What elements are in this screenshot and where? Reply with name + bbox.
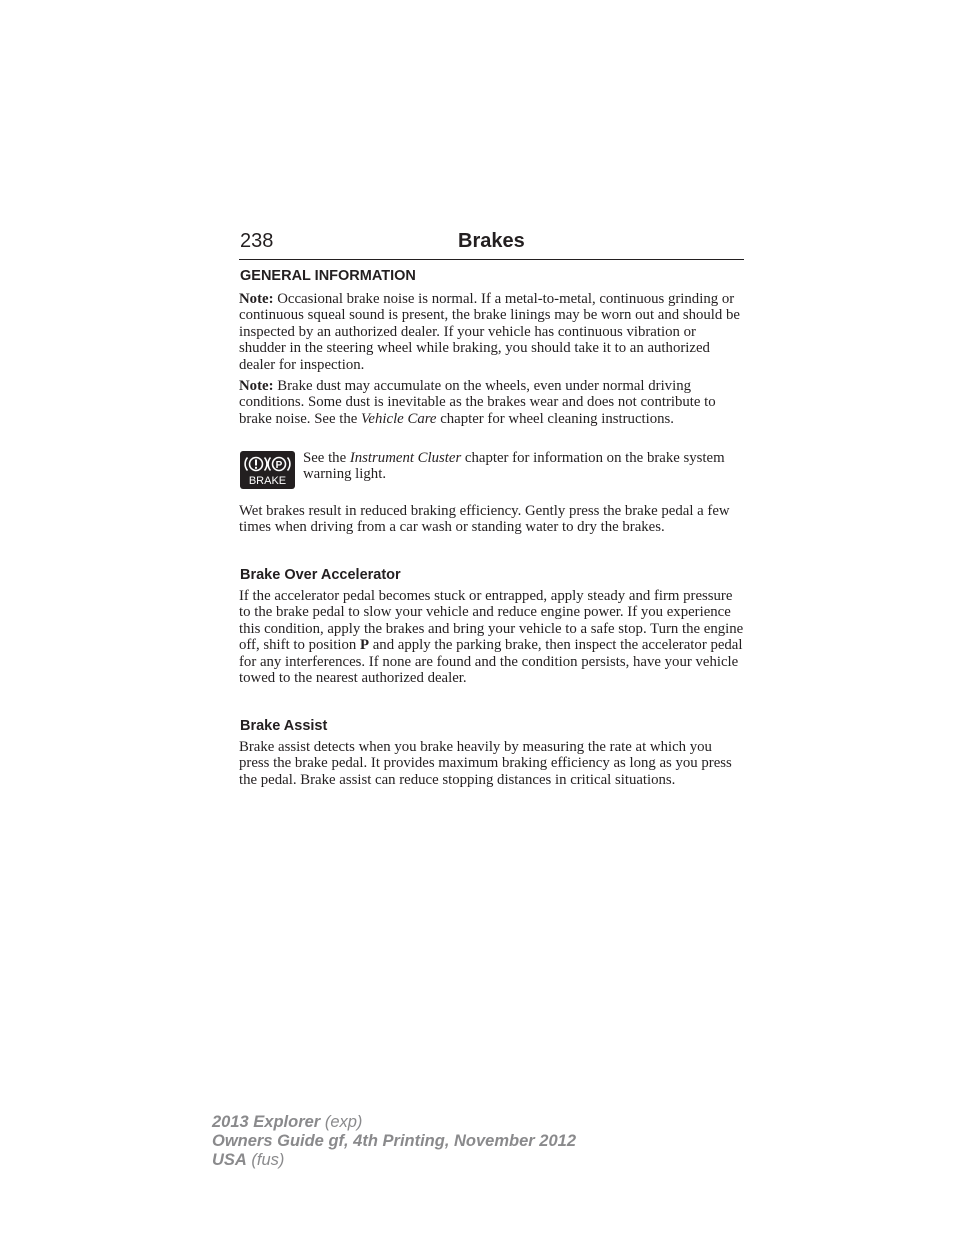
footer-line-3 [212,1151,576,1170]
chapter-title: Brakes [458,230,525,252]
chapter-reference: Instrument Cluster [349,450,462,466]
page-header [239,229,744,260]
brake-warning-icon [240,451,295,489]
section-title: GENERAL INFORMATION [240,268,416,284]
page-number: 238 [240,230,274,252]
footer-printing: Owners Guide gf, 4th Printing, November 2012 [212,1132,576,1150]
footer-line-1 [212,1113,576,1132]
warning-light-paragraph [303,450,745,483]
svg-text:P: P [275,460,283,471]
note-text: Brake dust may accumulate on the wheels, even under normal driving conditions. Some dust is inevitable as the brakes wear and does not contribute to brake noise. See the [239,378,716,427]
footer-model: 2013 Explorer [212,1113,321,1131]
paragraph-text: chapter for information on the brake system warning light. [303,450,725,483]
gear-position: P [359,637,370,654]
note-text: chapter for wheel cleaning instructions. [436,410,674,427]
chapter-reference: Vehicle Care [361,410,437,427]
note-text: Occasional brake noise is normal. If a metal-to-metal, continuous grinding or continuous squeal sound is present, the brake linings may be worn out and should be inspected by an authorized dealer. If your vehicle has continuous vibration or shudder in the steering wheel while braking, you should take it to an authorized dealer for inspection. [239,291,740,373]
brake-icon-label: BRAKE [248,475,287,487]
paragraph-text: If the accelerator pedal becomes stuck or entrapped, apply steady and firm pressure to the brake pedal to slow your vehicle and reduce engine power. If you experience this condition, apply the brakes and bring your vehicle to a safe stop. Turn the engine off, shift to position [239,588,744,654]
page-footer [212,1113,576,1170]
wet-brakes-paragraph: Wet brakes result in reduced braking efficiency. Gently press the brake pedal a few times when driving from a car wash or standing water to dry the brakes. [239,503,730,536]
footer-market: USA [212,1151,247,1169]
footer-code: (fus) [246,1151,285,1169]
footer-code: (exp) [320,1113,363,1131]
note-label: Note: [239,378,274,394]
paragraph-text: See the [303,450,350,466]
subsection-title-brake-assist: Brake Assist [240,718,328,734]
brake-assist-paragraph: Brake assist detects when you brake heavily by measuring the rate at which you press the brake pedal. It provides maximum braking efficiency as long as you press the pedal. Brake assist can reduce stopping distances in critical situations. [239,739,732,788]
note-paragraph-1 [239,291,745,373]
footer-line-2 [212,1132,576,1151]
brake-over-accelerator-paragraph [239,588,745,686]
paragraph-text: and apply the parking brake, then inspect the accelerator pedal for any interferences. If none are found and the condition persists, have your vehicle towed to the nearest authorized dealer. [239,637,743,687]
subsection-title-brake-over-accelerator: Brake Over Accelerator [240,567,401,583]
note-paragraph-2 [239,378,745,427]
note-label: Note: [239,291,274,307]
